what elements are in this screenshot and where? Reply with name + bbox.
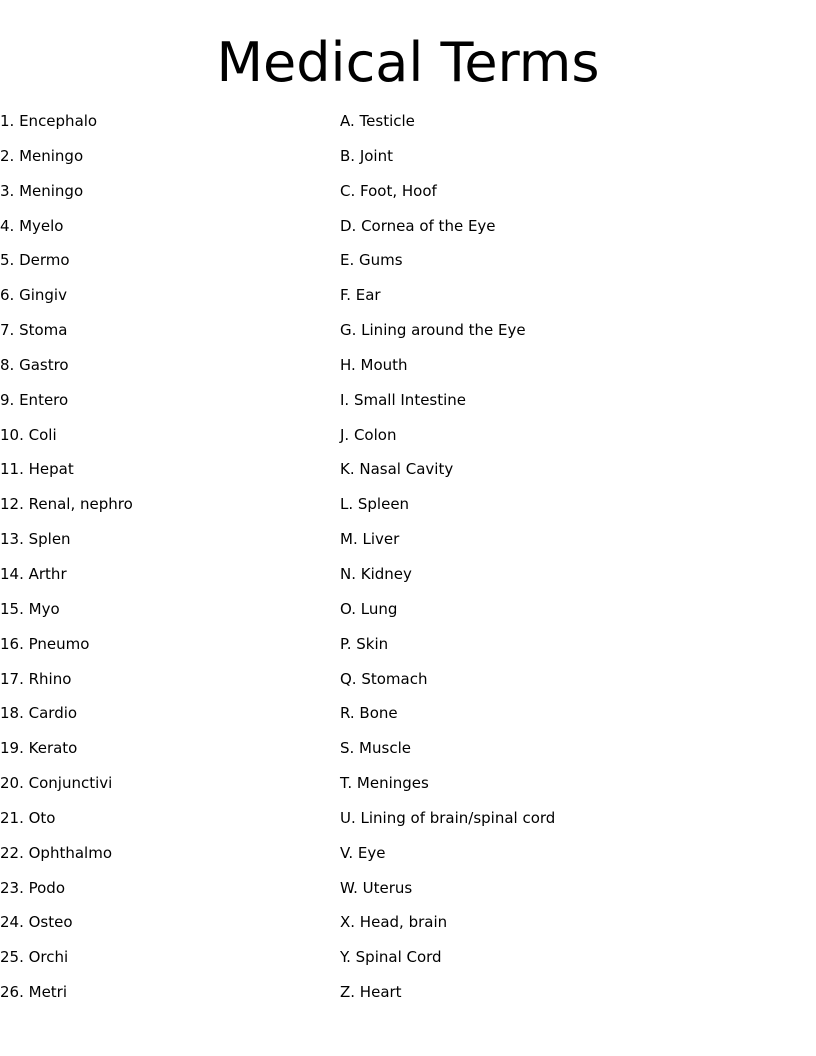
definition-item: X. Head, brain: [340, 913, 448, 932]
term-item: 6. Gingiv: [0, 286, 67, 305]
term-item: 7. Stoma: [0, 321, 68, 340]
term-item: 2. Meningo: [0, 146, 84, 165]
definition-item: L. Spleen: [340, 495, 410, 514]
term-item: 1. Encephalo: [0, 112, 98, 130]
term-item: 16. Pneumo: [0, 634, 90, 653]
page-title: Medical Terms: [216, 31, 600, 94]
term-item: 10. Coli: [0, 425, 57, 444]
definition-item: U. Lining of brain/spinal cord: [340, 808, 556, 827]
definition-item: I. Small Intestine: [340, 390, 467, 409]
term-item: 8. Gastro: [0, 355, 69, 374]
term-item: 5. Dermo: [0, 251, 70, 270]
definition-item: O. Lung: [340, 599, 398, 618]
term-item: 15. Myo: [0, 599, 60, 618]
definition-item: T. Meninges: [340, 774, 429, 793]
definition-item: N. Kidney: [340, 564, 412, 583]
definition-item: F. Ear: [340, 286, 381, 305]
term-item: 25. Orchi: [0, 948, 69, 967]
term-item: 22. Ophthalmo: [0, 843, 112, 862]
term-item: 19. Kerato: [0, 739, 78, 758]
definition-item: W. Uterus: [340, 878, 413, 897]
term-item: 23. Podo: [0, 878, 66, 897]
term-item: 18. Cardio: [0, 704, 78, 723]
definition-item: E. Gums: [340, 251, 403, 270]
definition-item: G. Lining around the Eye: [340, 321, 526, 340]
definition-item: K. Nasal Cavity: [340, 460, 454, 479]
definition-item: Z. Heart: [340, 983, 402, 1002]
term-item: 24. Osteo: [0, 913, 73, 932]
definition-item: R. Bone: [340, 704, 398, 723]
term-item: 20. Conjunctivi: [0, 774, 113, 793]
definition-item: H. Mouth: [340, 355, 408, 374]
term-item: 14. Arthr: [0, 564, 67, 583]
definitions-list: [340, 104, 810, 1010]
definition-item: P. Skin: [340, 634, 389, 653]
definition-item: A. Testicle: [340, 112, 415, 130]
term-item: 17. Rhino: [0, 669, 72, 688]
term-item: 21. Oto: [0, 808, 56, 827]
definition-item: J. Colon: [340, 425, 397, 444]
term-item: 13. Splen: [0, 530, 71, 549]
definition-item: C. Foot, Hoof: [340, 181, 437, 200]
definition-item: V. Eye: [340, 843, 386, 862]
term-item: 9. Entero: [0, 390, 69, 409]
definition-item: M. Liver: [340, 530, 400, 549]
definition-item: Q. Stomach: [340, 669, 428, 688]
definition-item: D. Cornea of the Eye: [340, 216, 496, 235]
term-item: 26. Metri: [0, 983, 68, 1002]
term-item: 11. Hepat: [0, 460, 74, 479]
definition-item: Y. Spinal Cord: [340, 948, 442, 967]
definition-item: B. Joint: [340, 146, 393, 165]
term-item: 3. Meningo: [0, 181, 84, 200]
definition-item: S. Muscle: [340, 739, 411, 758]
term-item: 4. Myelo: [0, 216, 64, 235]
terms-list: [0, 104, 330, 1010]
term-item: 12. Renal, nephro: [0, 495, 133, 514]
